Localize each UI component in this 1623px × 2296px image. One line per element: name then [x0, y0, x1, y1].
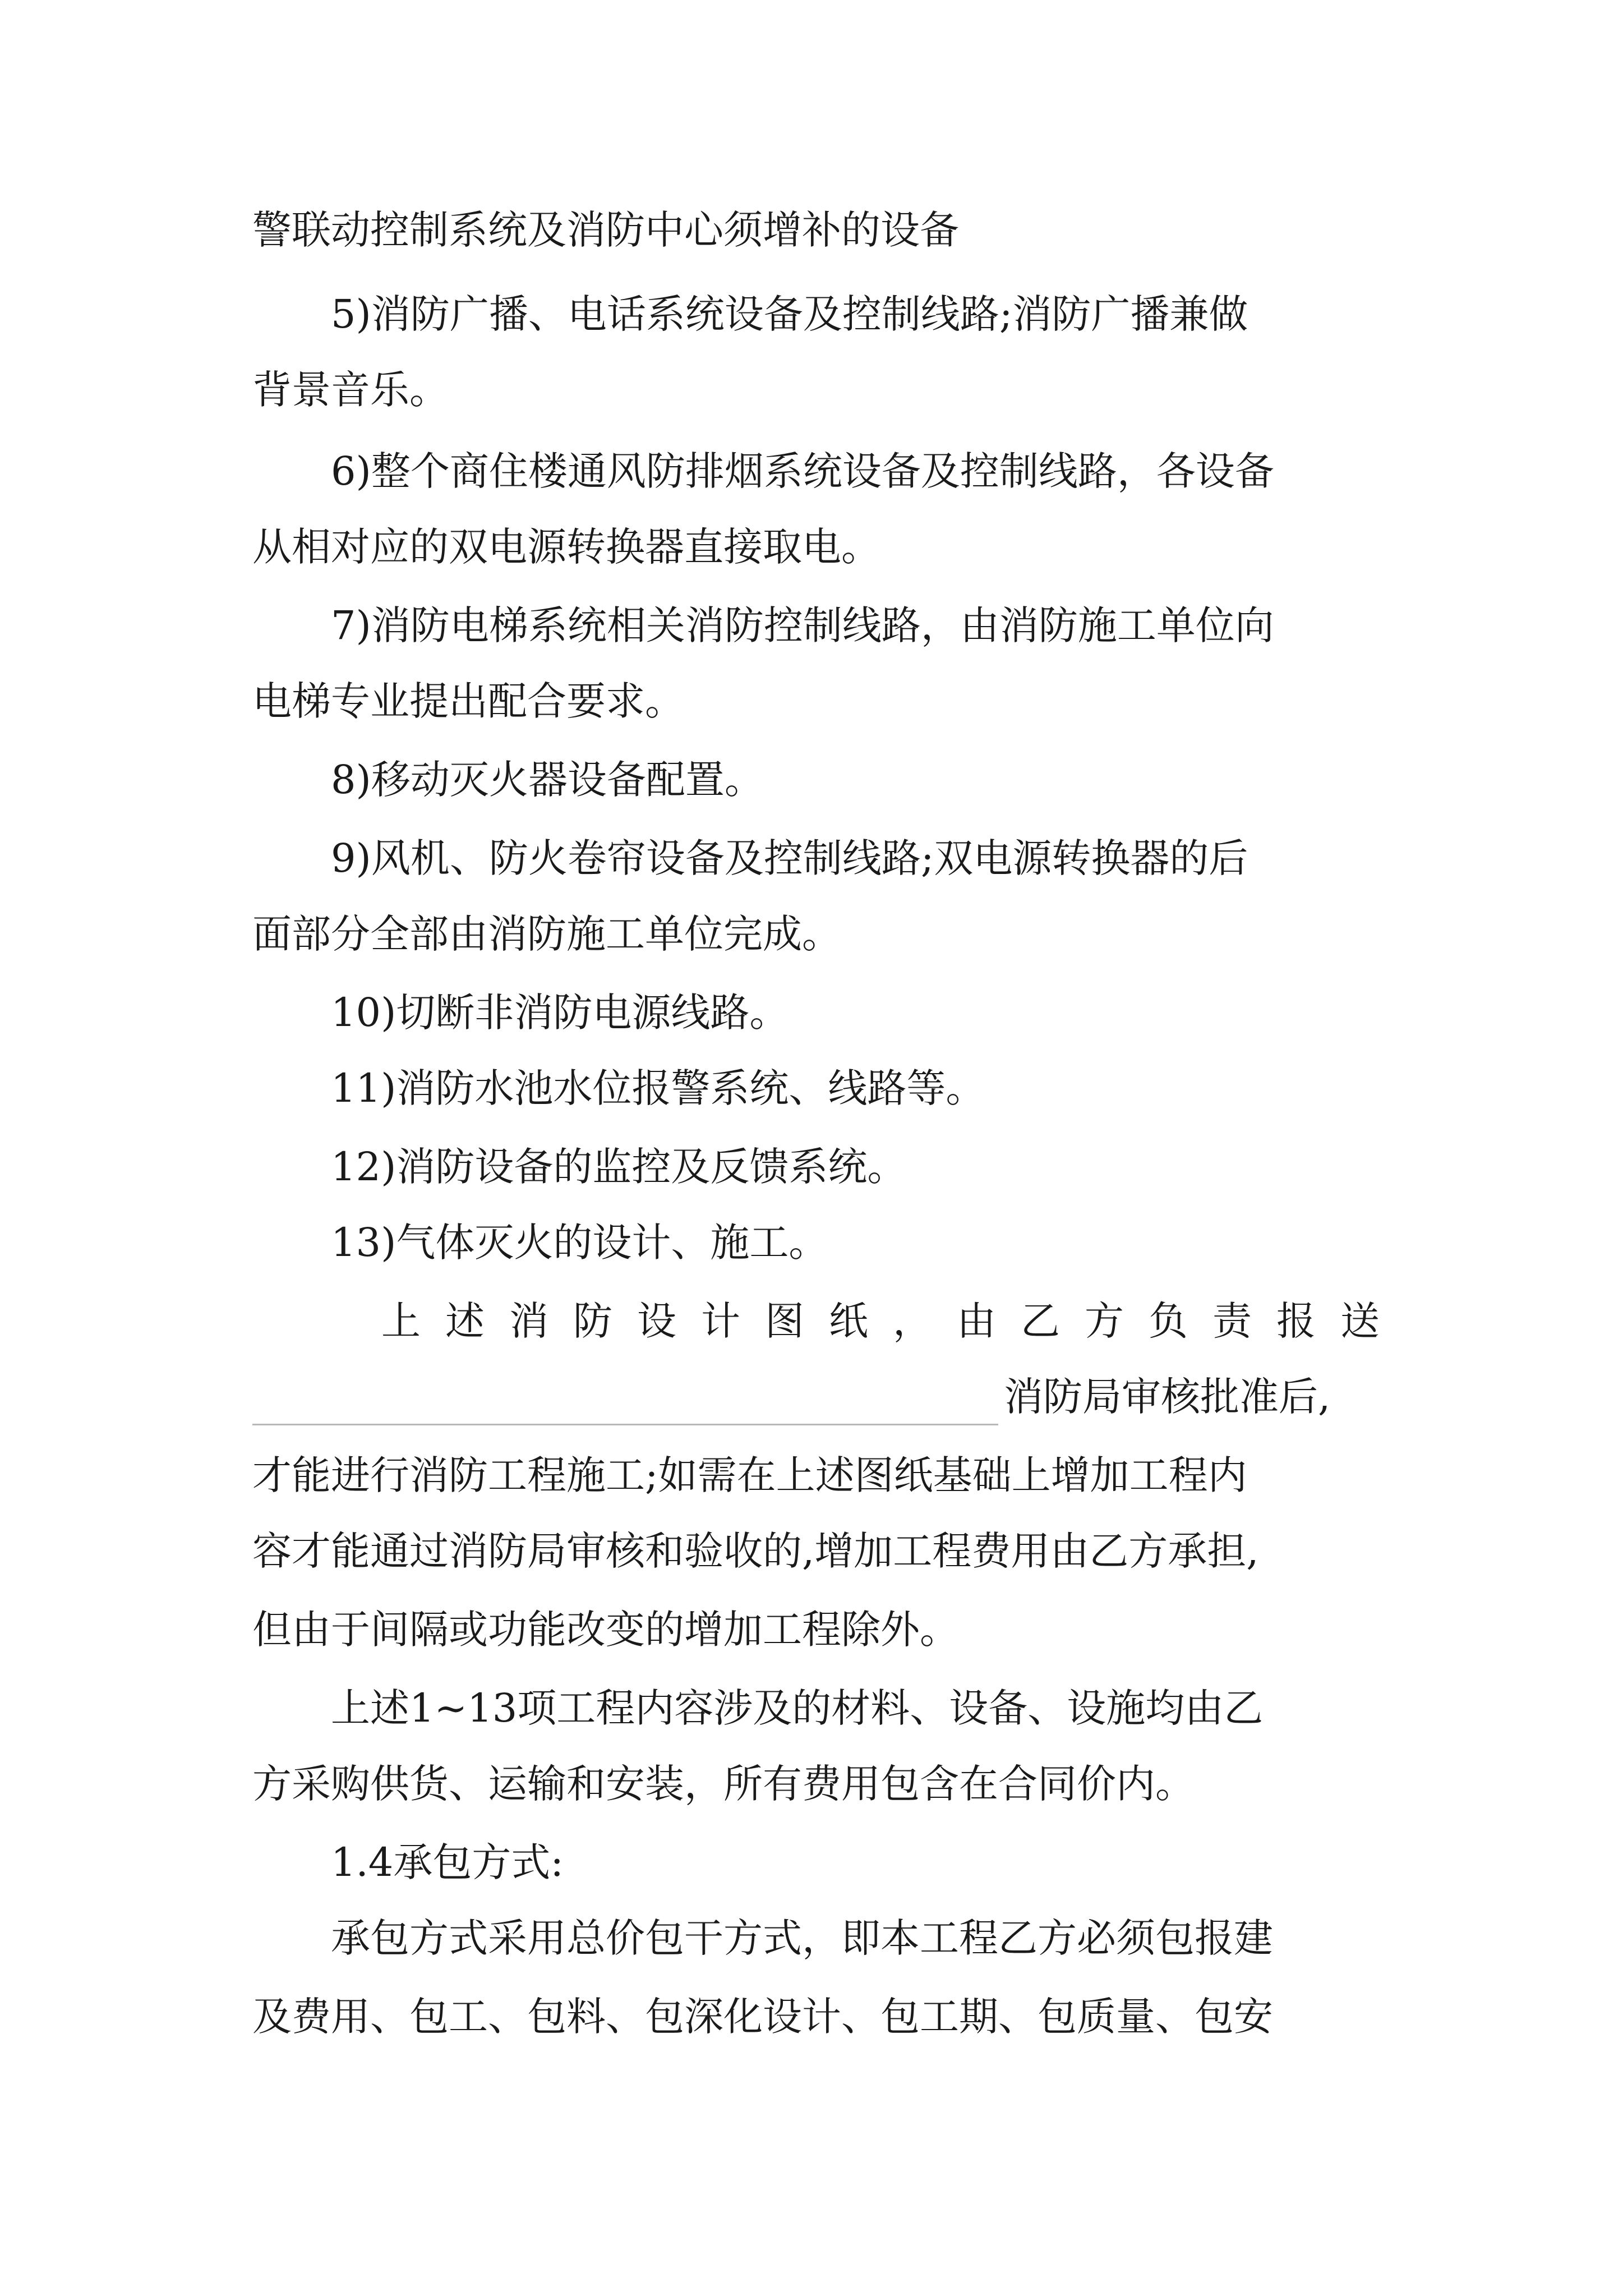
- list-item-8: 8)移动灭火器设备配置。: [331, 757, 764, 803]
- list-item-13: 13)气体灭火的设计、施工。: [331, 1220, 828, 1266]
- text-line: 但由于间隔或功能改变的增加工程除外。: [252, 1607, 959, 1653]
- list-item-7: 7)消防电梯系统相关消防控制线路，由消防施工单位向: [331, 602, 1274, 648]
- text-line: 容才能通过消防局审核和验收的,增加工程费用由乙方承担,: [252, 1528, 1259, 1574]
- text-line: 方采购供货、运输和安装，所有费用包含在合同价内。: [252, 1761, 1195, 1807]
- list-item-10: 10)切断非消防电源线路。: [331, 990, 789, 1036]
- paragraph-drawings-line: 上述消防设计图纸，由乙方负责报送: [381, 1298, 1404, 1344]
- list-item-6: 6)整个商住楼通风防排烟系统设备及控制线路，各设备: [331, 448, 1274, 494]
- text-after-blank: 消防局审核批准后,: [1004, 1374, 1331, 1420]
- text-line: 背景音乐。: [252, 367, 449, 413]
- text-line: 才能进行消防工程施工;如需在上述图纸基础上增加工程内: [252, 1452, 1247, 1498]
- paragraph-scope-line: 上述1~13项工程内容涉及的材料、设备、设施均由乙: [331, 1685, 1264, 1731]
- list-item-12: 12)消防设备的监控及反馈系统。: [331, 1144, 907, 1190]
- text-line: 电梯专业提出配合要求。: [252, 678, 684, 724]
- text-line: 面部分全部由消防施工单位完成。: [252, 911, 841, 957]
- list-item-5: 5)消防广播、电话系统设备及控制线路;消防广播兼做: [331, 291, 1248, 337]
- section-heading-1-4: 1.4承包方式:: [331, 1839, 564, 1885]
- fill-in-blank-line: [252, 1424, 998, 1425]
- list-item-11: 11)消防水池水位报警系统、线路等。: [331, 1065, 985, 1111]
- text-line: 警联动控制系统及消防中心须增补的设备: [252, 207, 959, 253]
- text-line: 及费用、包工、包料、包深化设计、包工期、包质量、包安: [252, 1994, 1273, 2040]
- list-item-9: 9)风机、防火卷帘设备及控制线路;双电源转换器的后: [331, 835, 1248, 881]
- paragraph-contract-line: 承包方式采用总价包干方式，即本工程乙方必须包报建: [331, 1915, 1273, 1961]
- text-line: 从相对应的双电源转换器直接取电。: [252, 524, 880, 570]
